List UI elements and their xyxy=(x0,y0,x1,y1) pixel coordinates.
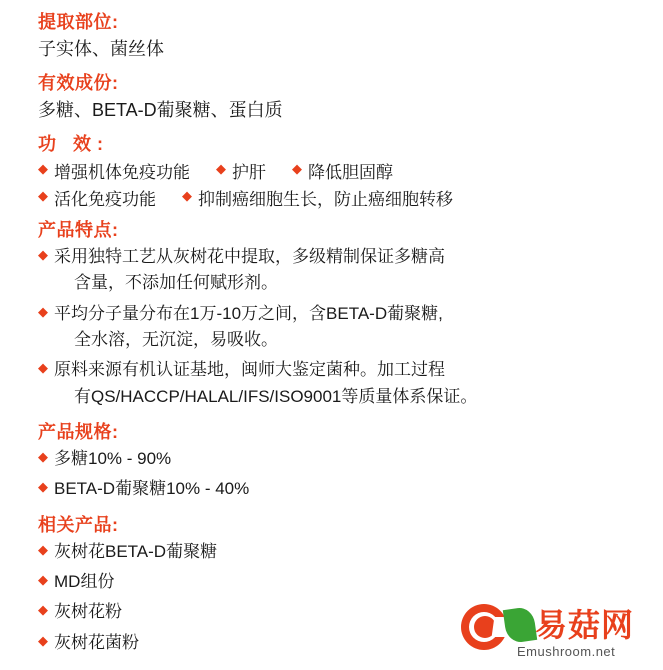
feature-item-text xyxy=(54,301,614,354)
logo-leaf-icon xyxy=(503,606,537,644)
feature-item xyxy=(38,357,663,410)
efficacy-item xyxy=(38,185,156,210)
diamond-bullet-icon: ◆ xyxy=(38,541,48,557)
section-heading-active-ingredients: 有效成份: xyxy=(38,73,119,93)
efficacy-item xyxy=(216,158,266,183)
diamond-bullet-icon: ◆ xyxy=(38,479,48,495)
diamond-bullet-icon: ◆ xyxy=(38,360,48,376)
specification-item xyxy=(38,446,663,472)
diamond-bullet-icon: ◆ xyxy=(38,572,48,588)
logo-brand-text: 易菇网 xyxy=(535,607,635,643)
section-heading-related-products: 相关产品: xyxy=(38,514,119,535)
related-product-label: 灰树花菌粉 xyxy=(54,632,139,652)
feature-line-2: 有QS/HACCP/HALAL/IFS/ISO9001等质量体系保证。 xyxy=(74,386,478,406)
section-heading-efficacy: 功 效: xyxy=(38,134,109,154)
site-logo[interactable] xyxy=(461,604,653,662)
product-info-document xyxy=(0,8,663,670)
efficacy-item-label: 增强机体免疫功能 xyxy=(54,163,190,182)
related-product-item[interactable] xyxy=(38,539,663,565)
logo-domain-text: Emushroom.net xyxy=(517,644,616,659)
efficacy-row-2 xyxy=(38,185,663,210)
logo-circle-icon xyxy=(461,604,507,650)
diamond-bullet-icon: ◆ xyxy=(38,303,48,319)
section-heading-product-features: 产品特点: xyxy=(38,220,119,240)
feature-item xyxy=(38,244,663,297)
feature-line-1: 采用独特工艺从灰树花中提取，多级精制保证多糖高 xyxy=(54,247,445,266)
related-product-label: 灰树花粉 xyxy=(54,602,122,622)
efficacy-item xyxy=(182,185,453,210)
diamond-bullet-icon: ◆ xyxy=(38,449,48,465)
efficacy-item-label: 护肝 xyxy=(232,163,266,182)
active-ingredients-content: 多糖、BETA-D葡聚糖、蛋白质 xyxy=(38,100,283,120)
related-product-label: 灰树花BETA-D葡聚糖 xyxy=(54,541,218,561)
feature-item-text xyxy=(54,244,614,297)
feature-item-text xyxy=(54,357,614,410)
specification-item xyxy=(38,476,663,502)
related-product-label: MD组份 xyxy=(54,572,115,592)
efficacy-item-label: 抑制癌细胞生长，防止癌细胞转移 xyxy=(198,190,453,209)
diamond-bullet-icon: ◆ xyxy=(38,247,48,262)
efficacy-item-label: 活化免疫功能 xyxy=(54,190,156,209)
feature-item xyxy=(38,301,663,354)
efficacy-item xyxy=(292,158,393,183)
diamond-bullet-icon: ◆ xyxy=(38,602,48,618)
efficacy-row-1 xyxy=(38,158,663,183)
specification-item-label: 多糖10% - 90% xyxy=(54,449,172,469)
feature-line-1: 原料来源有机认证基地，闽师大鉴定菌种。加工过程 xyxy=(54,360,445,380)
section-heading-specifications: 产品规格: xyxy=(38,422,119,443)
section-heading-extract-part: 提取部位: xyxy=(38,12,119,32)
feature-line-1: 平均分子量分布在1万-10万之间，含BETA-D葡聚糖, xyxy=(54,303,443,323)
diamond-bullet-icon: ◆ xyxy=(38,161,48,176)
extract-part-content: 子实体、菌丝体 xyxy=(38,39,164,59)
efficacy-item xyxy=(38,158,190,183)
diamond-bullet-icon: ◆ xyxy=(292,161,302,176)
diamond-bullet-icon: ◆ xyxy=(38,188,48,203)
diamond-bullet-icon: ◆ xyxy=(38,632,48,648)
feature-line-2: 含量，不添加任何赋形剂。 xyxy=(74,273,278,293)
efficacy-item-label: 降低胆固醇 xyxy=(308,163,393,182)
related-product-item[interactable] xyxy=(38,569,663,595)
diamond-bullet-icon: ◆ xyxy=(216,161,226,176)
feature-line-2: 全水溶，无沉淀，易吸收。 xyxy=(74,330,278,350)
diamond-bullet-icon: ◆ xyxy=(182,188,192,203)
specification-item-label: BETA-D葡聚糖10% - 40% xyxy=(54,479,250,499)
